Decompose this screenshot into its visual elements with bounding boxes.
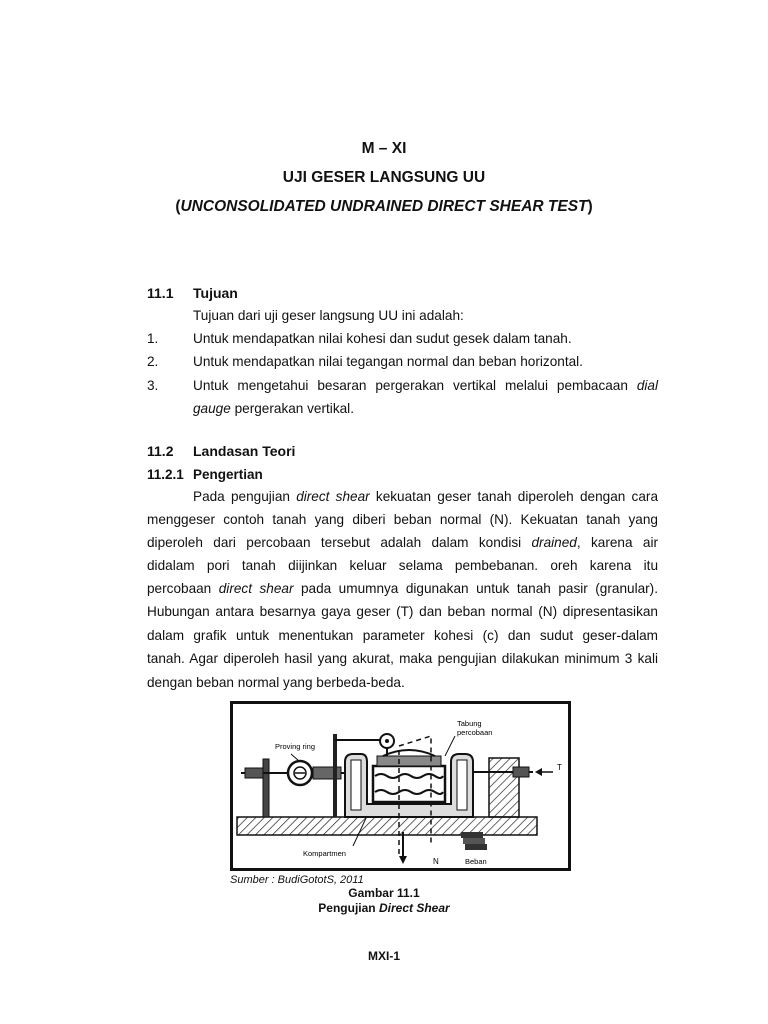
subsection-number: 11.2.1 xyxy=(147,467,184,482)
direct-shear-diagram xyxy=(233,704,568,868)
list-item-text: Untuk mendapatkan nilai tegangan normal dan beban horizontal. xyxy=(193,354,583,369)
label-t: T xyxy=(557,763,562,772)
screw-knob xyxy=(245,768,263,778)
figure-direct-shear-apparatus xyxy=(230,701,571,871)
paragraph-line: percobaan direct shear pada umumnya digunakan untuk tanah pasir (granular). xyxy=(147,581,658,596)
arrow-t xyxy=(535,768,542,776)
page-number: MXI-1 xyxy=(367,949,400,963)
label-kompartmen: Kompartmen xyxy=(303,849,346,858)
section-number-11-1: 11.1 xyxy=(147,285,174,301)
base-plate xyxy=(237,817,537,835)
paragraph-line: dengan beban normal yang berbeda-beda. xyxy=(147,675,405,690)
label-percobaan: percobaan xyxy=(457,728,493,737)
list-number: 2. xyxy=(147,354,159,369)
section-heading-landasan-teori: Landasan Teori xyxy=(193,443,296,459)
paragraph-line: didalam pori tanah diijinkan keluar selama pembebanan. oreh karena itu xyxy=(147,558,658,573)
list-number: 3. xyxy=(147,378,159,393)
subsection-heading-pengertian: Pengertian xyxy=(193,467,263,482)
figure-caption: Pengujian Direct Shear xyxy=(318,901,450,915)
left-support xyxy=(263,759,269,817)
chapter-code: M – XI xyxy=(361,140,407,157)
list-item-text: Untuk mendapatkan nilai kohesi dan sudut gesek dalam tanah. xyxy=(193,331,572,346)
list-item-text-continued: gauge pergerakan vertikal. xyxy=(193,401,354,416)
label-proving-ring: Proving ring xyxy=(275,742,316,751)
list-number: 1. xyxy=(147,331,159,346)
tujuan-intro: Tujuan dari uji geser langsung UU ini adalah: xyxy=(193,308,464,323)
figure-source: Sumber : BudiGototS, 2011 xyxy=(230,874,364,886)
chapter-subtitle-italic: UNCONSOLIDATED UNDRAINED DIRECT SHEAR TEST xyxy=(180,198,588,215)
paragraph-line: Hubungan antara besarnya gaya geser (T) dan beban normal (N) dipresentasikan xyxy=(147,604,658,619)
paragraph-line: diperoleh dari percobaan tersebut adalah dalam kondisi drained, karena air xyxy=(147,535,658,550)
guide-post xyxy=(333,734,337,817)
chapter-title: UJI GESER LANGSUNG UU xyxy=(282,169,486,186)
sample-box xyxy=(373,766,445,802)
paragraph-line: Pada pengujian direct shear kekuatan geser tanah diperoleh dengan cara xyxy=(193,489,658,504)
label-tabung: Tabung xyxy=(457,719,482,728)
paragraph-line: dalam grafik untuk menentukan parameter kohesi (c) dan sudut geser-dalam xyxy=(147,628,658,643)
section-number-11-2: 11.2 xyxy=(147,443,174,459)
figure-number: Gambar 11.1 xyxy=(348,886,420,900)
section-heading-tujuan: Tujuan xyxy=(193,285,238,301)
label-beban: Beban xyxy=(465,857,487,866)
paragraph-line: tanah. Agar diperoleh hasil yang akurat, maka pengujian dilakukan minimum 3 kali xyxy=(147,651,658,666)
list-item-text: Untuk mengetahui besaran pergerakan vertikal melalui pembacaan dial xyxy=(193,378,658,393)
paragraph-line: menggeser contoh tanah yang diberi beban normal (N). Kekuatan tanah yang xyxy=(147,512,658,527)
chapter-subtitle: (UNCONSOLIDATED UNDRAINED DIRECT SHEAR TEST) xyxy=(175,198,593,215)
label-n: N xyxy=(433,857,439,866)
